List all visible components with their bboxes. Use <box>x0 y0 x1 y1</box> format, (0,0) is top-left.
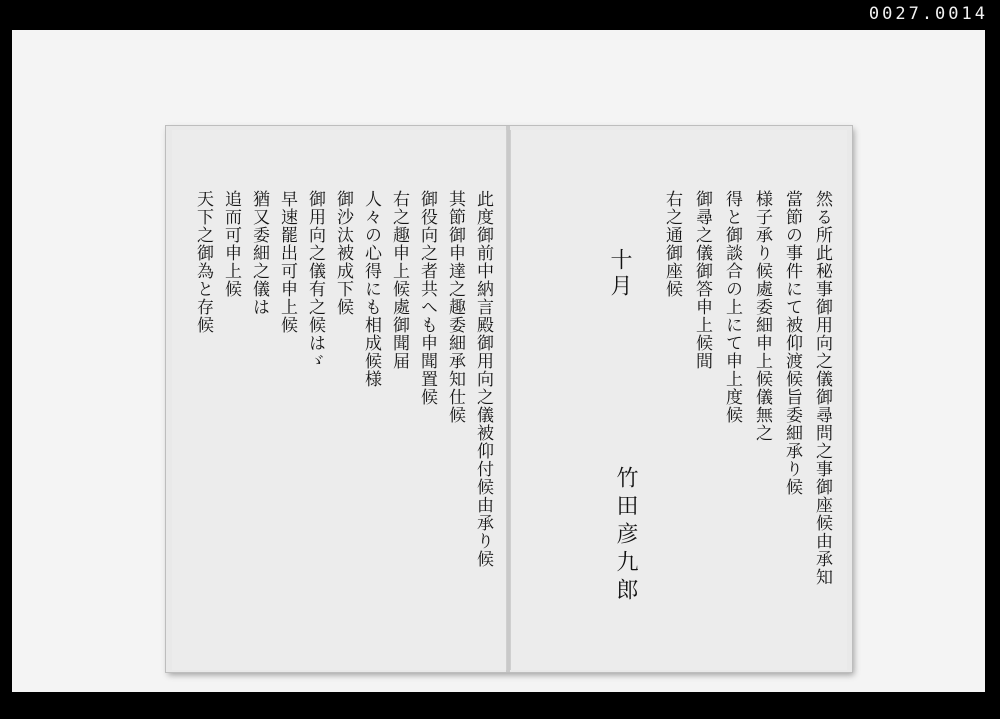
text-column: 御役向之者共へも申聞置候 <box>417 190 437 406</box>
text-column: 猶又委細之儀は <box>249 190 269 316</box>
text-column: 追而可申上候 <box>221 190 241 298</box>
text-column: 右之趣申上候處御聞届 <box>389 190 409 370</box>
text-column: 御尋之儀御答申上候間 <box>692 190 712 370</box>
frame-number: 0027.0014 <box>868 4 988 24</box>
open-book <box>166 126 852 672</box>
text-column: 天下之御為と存候 <box>193 190 213 334</box>
text-column: 其節御申達之趣委細承知仕候 <box>445 190 465 424</box>
text-column: 當節の事件にて被仰渡候旨委細承り候 <box>782 190 802 496</box>
text-column: 御用向之儀有之候はゞ <box>305 190 325 370</box>
right-page <box>510 130 847 670</box>
date-month: 十月 <box>607 248 632 300</box>
text-column: 様子承り候處委細申上候儀無之 <box>752 190 772 442</box>
text-column: 早速罷出可申上候 <box>277 190 297 334</box>
document-mount <box>12 30 985 692</box>
left-page <box>172 130 507 670</box>
text-column: 御沙汰被成下候 <box>333 190 353 316</box>
text-column: 右之通御座候 <box>662 190 682 298</box>
text-column: 得と御談合の上にて申上度候 <box>722 190 742 424</box>
text-column: 此度御前中納言殿御用向之儀被仰付候由承り候 <box>473 190 493 568</box>
text-column: 然る所此秘事御用向之儀御尋問之事御座候由承知 <box>812 190 832 586</box>
signature-name: 竹田彦九郎 <box>613 466 638 606</box>
text-column: 人々の心得にも相成候様 <box>361 190 381 388</box>
